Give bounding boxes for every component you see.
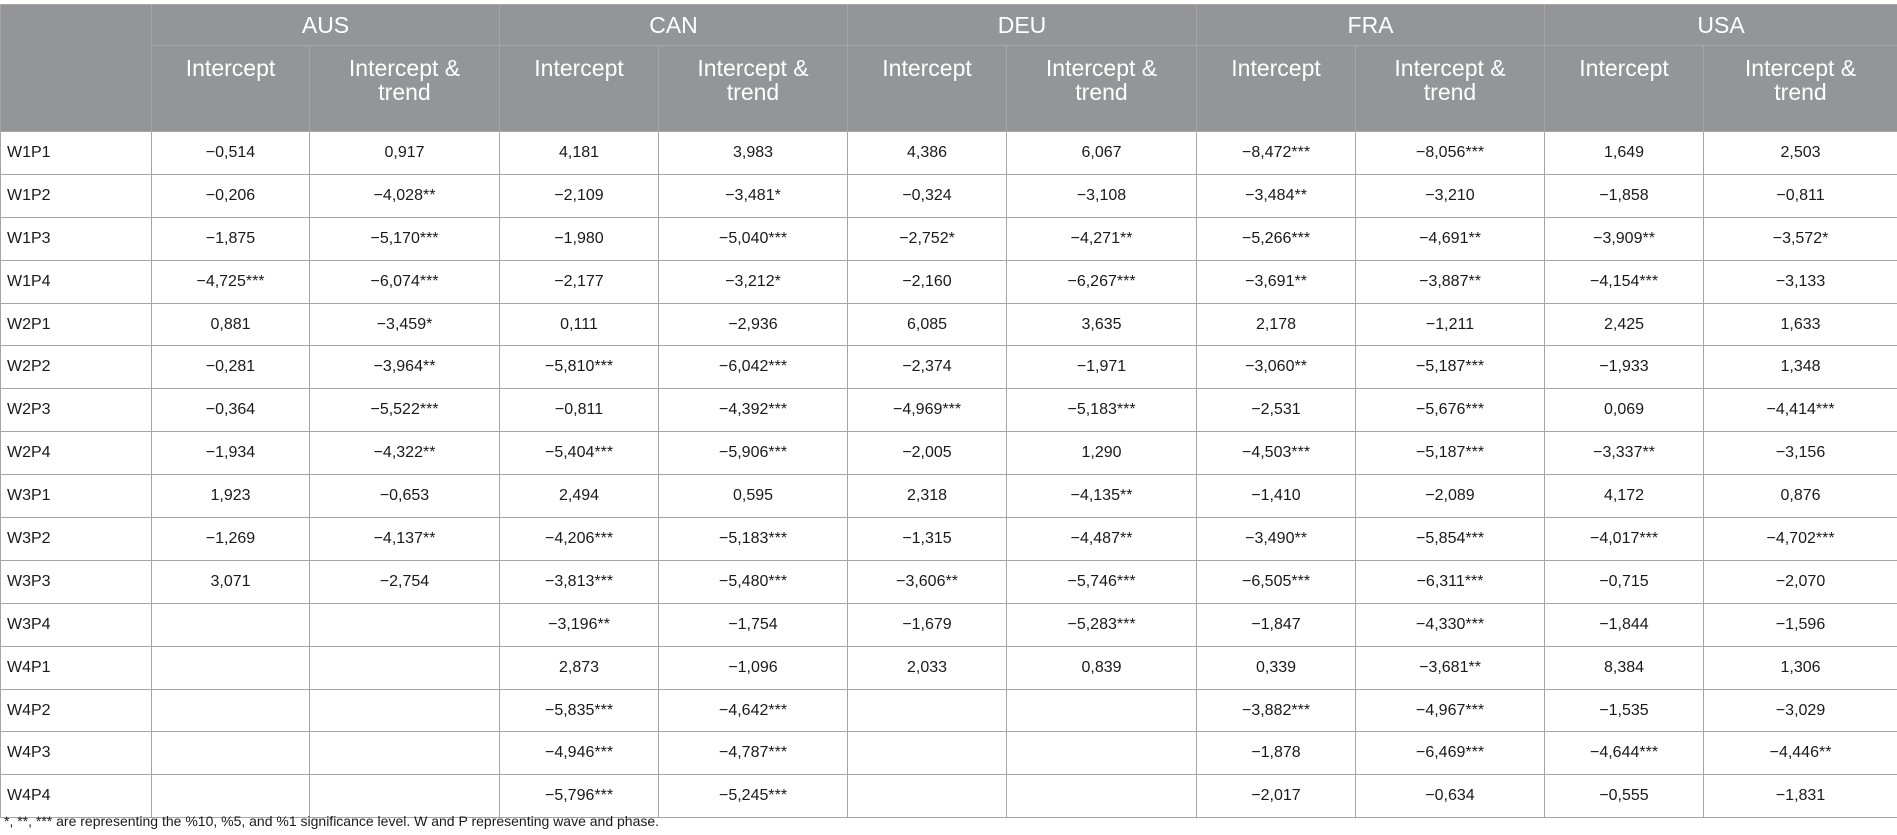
table-cell: −8,472***: [1197, 132, 1356, 175]
table-cell: −1,980: [500, 217, 659, 260]
table-row: [1, 346, 1897, 389]
table-cell: −0,653: [310, 475, 500, 518]
table-cell: −0,364: [152, 389, 310, 432]
table-cell: −3,813***: [500, 560, 659, 603]
table-cell: −0,634: [1356, 775, 1545, 818]
table-cell: −5,404***: [500, 432, 659, 475]
table-cell: −0,715: [1545, 560, 1704, 603]
table-cell: 1,923: [152, 475, 310, 518]
table-row: [1, 518, 1897, 561]
table-cell: [1007, 689, 1197, 732]
table-cell: 2,178: [1197, 303, 1356, 346]
subheader-aus-intercept: Intercept: [152, 46, 310, 132]
table-cell: [848, 775, 1007, 818]
table-cell: −4,135**: [1007, 475, 1197, 518]
table-cell: −2,109: [500, 174, 659, 217]
table-cell: −2,089: [1356, 475, 1545, 518]
table-cell: −1,754: [659, 603, 848, 646]
table-cell: −2,752*: [848, 217, 1007, 260]
subheader-deu-intercept-trend: Intercept & trend: [1007, 46, 1197, 132]
table-row: [1, 174, 1897, 217]
table-cell: −2,177: [500, 260, 659, 303]
table-cell: −4,028**: [310, 174, 500, 217]
table-cell: 0,876: [1704, 475, 1897, 518]
row-label: W3P3: [1, 560, 152, 603]
table-cell: −3,882***: [1197, 689, 1356, 732]
table-cell: −3,459*: [310, 303, 500, 346]
table-cell: 1,649: [1545, 132, 1704, 175]
table-cell: 4,386: [848, 132, 1007, 175]
country-header-row: [1, 5, 1897, 46]
table-cell: 0,595: [659, 475, 848, 518]
table-cell: −5,266***: [1197, 217, 1356, 260]
row-label: W1P4: [1, 260, 152, 303]
table-cell: −0,206: [152, 174, 310, 217]
subheader-usa-intercept-trend: Intercept & trend: [1704, 46, 1897, 132]
table-cell: −5,183***: [659, 518, 848, 561]
table-cell: −3,337**: [1545, 432, 1704, 475]
table-cell: −4,017***: [1545, 518, 1704, 561]
table-cell: −2,160: [848, 260, 1007, 303]
table-cell: −2,936: [659, 303, 848, 346]
table-cell: −3,060**: [1197, 346, 1356, 389]
table-cell: −5,183***: [1007, 389, 1197, 432]
table-cell: −1,096: [659, 646, 848, 689]
table-cell: −5,283***: [1007, 603, 1197, 646]
subheader-usa-intercept: Intercept: [1545, 46, 1704, 132]
row-label: W4P3: [1, 732, 152, 775]
table-cell: −3,212*: [659, 260, 848, 303]
table-cell: −1,535: [1545, 689, 1704, 732]
table-cell: [152, 603, 310, 646]
row-label: W2P1: [1, 303, 152, 346]
table-cell: −5,796***: [500, 775, 659, 818]
table-cell: [152, 732, 310, 775]
table-cell: −1,847: [1197, 603, 1356, 646]
table-body: [1, 132, 1897, 818]
table-row: [1, 689, 1897, 732]
table-cell: −2,754: [310, 560, 500, 603]
table-cell: −1,410: [1197, 475, 1356, 518]
table-cell: −2,374: [848, 346, 1007, 389]
row-label: W1P1: [1, 132, 152, 175]
table-cell: −1,858: [1545, 174, 1704, 217]
table-cell: −4,787***: [659, 732, 848, 775]
table-cell: −1,971: [1007, 346, 1197, 389]
table-cell: 2,503: [1704, 132, 1897, 175]
table-cell: −0,811: [1704, 174, 1897, 217]
row-label: W4P4: [1, 775, 152, 818]
table-row: [1, 389, 1897, 432]
table-cell: −1,831: [1704, 775, 1897, 818]
table-cell: −3,681**: [1356, 646, 1545, 689]
table-cell: −4,702***: [1704, 518, 1897, 561]
table-cell: −2,531: [1197, 389, 1356, 432]
table-cell: [310, 603, 500, 646]
table-row: [1, 132, 1897, 175]
row-label: W1P3: [1, 217, 152, 260]
table-cell: 2,318: [848, 475, 1007, 518]
table-cell: −4,392***: [659, 389, 848, 432]
table-cell: [1007, 732, 1197, 775]
table-cell: [152, 775, 310, 818]
table-row: [1, 775, 1897, 818]
table-cell: −1,315: [848, 518, 1007, 561]
table-cell: −0,811: [500, 389, 659, 432]
table-cell: [848, 689, 1007, 732]
table-cell: −1,679: [848, 603, 1007, 646]
table-cell: 3,983: [659, 132, 848, 175]
table-cell: −6,267***: [1007, 260, 1197, 303]
table-row: [1, 603, 1897, 646]
table-cell: 2,033: [848, 646, 1007, 689]
table-cell: −4,137**: [310, 518, 500, 561]
table-cell: [152, 646, 310, 689]
country-header-can: CAN: [500, 5, 848, 46]
table-cell: [152, 689, 310, 732]
table-cell: −4,487**: [1007, 518, 1197, 561]
row-label: W4P2: [1, 689, 152, 732]
row-label: W2P2: [1, 346, 152, 389]
table-cell: −2,070: [1704, 560, 1897, 603]
row-label: W2P4: [1, 432, 152, 475]
subheader-fra-intercept: Intercept: [1197, 46, 1356, 132]
table-cell: −4,644***: [1545, 732, 1704, 775]
table-cell: −5,480***: [659, 560, 848, 603]
table-cell: −5,040***: [659, 217, 848, 260]
row-label: W4P1: [1, 646, 152, 689]
table-cell: 6,085: [848, 303, 1007, 346]
table-cell: −5,906***: [659, 432, 848, 475]
table-cell: 0,839: [1007, 646, 1197, 689]
table-cell: −3,484**: [1197, 174, 1356, 217]
table-cell: −3,156: [1704, 432, 1897, 475]
table-cell: −1,878: [1197, 732, 1356, 775]
table-cell: −3,210: [1356, 174, 1545, 217]
table-cell: −3,572*: [1704, 217, 1897, 260]
table-row: [1, 432, 1897, 475]
table-cell: −1,933: [1545, 346, 1704, 389]
table-cell: 2,494: [500, 475, 659, 518]
table-cell: −3,196**: [500, 603, 659, 646]
table-cell: −1,269: [152, 518, 310, 561]
table-cell: −4,271**: [1007, 217, 1197, 260]
table-cell: 8,384: [1545, 646, 1704, 689]
table-cell: [310, 775, 500, 818]
table-cell: −6,042***: [659, 346, 848, 389]
country-header-deu: DEU: [848, 5, 1197, 46]
subheader-can-intercept: Intercept: [500, 46, 659, 132]
table-cell: 1,306: [1704, 646, 1897, 689]
table-cell: −5,187***: [1356, 432, 1545, 475]
table-cell: [1007, 775, 1197, 818]
table-cell: −5,676***: [1356, 389, 1545, 432]
table-cell: 0,917: [310, 132, 500, 175]
table-cell: −3,108: [1007, 174, 1197, 217]
table-row: [1, 260, 1897, 303]
table-cell: −8,056***: [1356, 132, 1545, 175]
table-cell: −4,503***: [1197, 432, 1356, 475]
table-cell: −6,074***: [310, 260, 500, 303]
table-cell: 4,172: [1545, 475, 1704, 518]
table-cell: −1,844: [1545, 603, 1704, 646]
table-cell: 1,290: [1007, 432, 1197, 475]
table-cell: [310, 689, 500, 732]
country-header-aus: AUS: [152, 5, 500, 46]
table-cell: −5,854***: [1356, 518, 1545, 561]
table-cell: −3,606**: [848, 560, 1007, 603]
table-cell: −3,481*: [659, 174, 848, 217]
table-cell: −1,596: [1704, 603, 1897, 646]
table-cell: 2,425: [1545, 303, 1704, 346]
subheader-fra-intercept-trend: Intercept & trend: [1356, 46, 1545, 132]
table-cell: −4,967***: [1356, 689, 1545, 732]
table-cell: −1,211: [1356, 303, 1545, 346]
table-cell: −4,322**: [310, 432, 500, 475]
table-cell: −6,469***: [1356, 732, 1545, 775]
table-cell: −4,691**: [1356, 217, 1545, 260]
table-row: [1, 303, 1897, 346]
table-cell: −1,875: [152, 217, 310, 260]
table-cell: −4,206***: [500, 518, 659, 561]
table-cell: −5,522***: [310, 389, 500, 432]
table-cell: 0,339: [1197, 646, 1356, 689]
table-cell: −6,311***: [1356, 560, 1545, 603]
table-cell: −5,810***: [500, 346, 659, 389]
row-label: W3P2: [1, 518, 152, 561]
table-row: [1, 475, 1897, 518]
table-cell: −2,017: [1197, 775, 1356, 818]
table-cell: −0,281: [152, 346, 310, 389]
table-cell: −2,005: [848, 432, 1007, 475]
table-cell: 6,067: [1007, 132, 1197, 175]
table-cell: −6,505***: [1197, 560, 1356, 603]
table-cell: 1,348: [1704, 346, 1897, 389]
table-cell: −3,691**: [1197, 260, 1356, 303]
corner-header-cell: [1, 5, 152, 132]
table-cell: −4,446**: [1704, 732, 1897, 775]
row-label: W3P4: [1, 603, 152, 646]
table-cell: [310, 646, 500, 689]
subheader-aus-intercept-trend: Intercept & trend: [310, 46, 500, 132]
table-cell: 1,633: [1704, 303, 1897, 346]
table-footnote: *, **, *** are representing the %10, %5, and %1 significance level. W and P representing wave and phase.: [4, 813, 660, 829]
table-cell: −3,909**: [1545, 217, 1704, 260]
subheader-deu-intercept: Intercept: [848, 46, 1007, 132]
table-cell: −0,324: [848, 174, 1007, 217]
table-cell: −0,514: [152, 132, 310, 175]
row-label: W2P3: [1, 389, 152, 432]
table-cell: 0,881: [152, 303, 310, 346]
subheader-row: [1, 46, 1897, 132]
table-cell: −4,725***: [152, 260, 310, 303]
results-table: [0, 4, 1897, 818]
table-cell: −3,887**: [1356, 260, 1545, 303]
table-cell: −4,330***: [1356, 603, 1545, 646]
table-cell: −4,642***: [659, 689, 848, 732]
table-cell: −4,969***: [848, 389, 1007, 432]
table-row: [1, 732, 1897, 775]
table-cell: −3,133: [1704, 260, 1897, 303]
table-cell: [848, 732, 1007, 775]
table-cell: 3,635: [1007, 303, 1197, 346]
table-cell: −5,245***: [659, 775, 848, 818]
table-cell: −3,490**: [1197, 518, 1356, 561]
table-cell: −5,746***: [1007, 560, 1197, 603]
table-cell: −3,964**: [310, 346, 500, 389]
table-cell: −5,187***: [1356, 346, 1545, 389]
row-label: W3P1: [1, 475, 152, 518]
table-cell: −5,835***: [500, 689, 659, 732]
table-cell: [310, 732, 500, 775]
table-row: [1, 217, 1897, 260]
country-header-usa: USA: [1545, 5, 1897, 46]
table-row: [1, 646, 1897, 689]
table-cell: −5,170***: [310, 217, 500, 260]
table-cell: 3,071: [152, 560, 310, 603]
table-cell: 0,069: [1545, 389, 1704, 432]
table-cell: 0,111: [500, 303, 659, 346]
country-header-fra: FRA: [1197, 5, 1545, 46]
table-cell: −3,029: [1704, 689, 1897, 732]
table-cell: −1,934: [152, 432, 310, 475]
subheader-can-intercept-trend: Intercept & trend: [659, 46, 848, 132]
table-cell: −0,555: [1545, 775, 1704, 818]
table-cell: −4,414***: [1704, 389, 1897, 432]
table-cell: −4,946***: [500, 732, 659, 775]
table-cell: 2,873: [500, 646, 659, 689]
row-label: W1P2: [1, 174, 152, 217]
table-row: [1, 560, 1897, 603]
table-cell: −4,154***: [1545, 260, 1704, 303]
table-cell: 4,181: [500, 132, 659, 175]
